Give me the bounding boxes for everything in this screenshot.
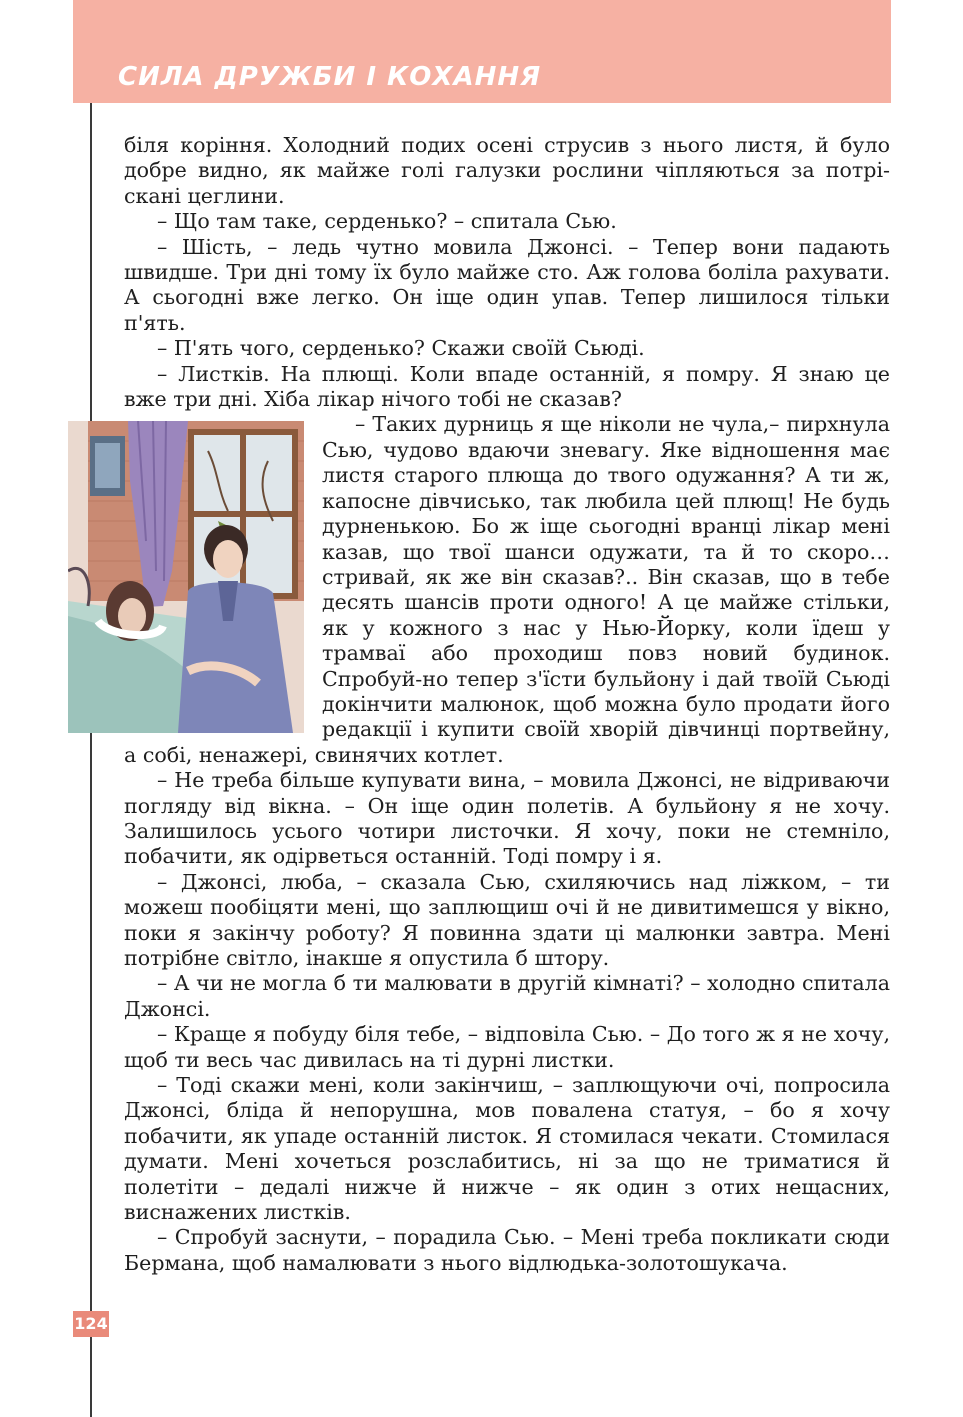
- paragraph: – Що там таке, серденько? – спитала Сью.: [157, 209, 617, 234]
- section-title: СИЛА ДРУЖБИ І КОХАННЯ: [118, 62, 542, 92]
- paragraph: біля коріння. Холодний подих осені струсив з нього листя, й було добре видно, як майже голі галузки рослини чіпляються за потріскані цеглини.: [124, 133, 890, 208]
- paragraph: – Краще я побуду біля тебе, – відповіла Сью. – До того ж я не хочу, щоб ти весь час дивилась на ті дурні листки.: [124, 1022, 890, 1072]
- margin-rule: [90, 103, 92, 1417]
- paragraph: – А чи не могла б ти малювати в другій кімнаті? – холодно спитала Джонсі.: [124, 971, 890, 1021]
- paragraph: – Тоді скажи мені, коли закінчиш, – заплющуючи очі, попросила Джонсі, бліда й непорушна, мов повалена статуя, – бо я хочу побачити, як упаде останній листок. Я стомилася чекати. Стомилася думати. Мені хочеться розслабитись, ні за що не триматися й полетіти – дедалі нижче й нижче – як один з отих нещасних, виснажених листків.: [124, 1073, 890, 1225]
- illustration-sick-girl-and-friend-icon: [68, 421, 304, 733]
- paragraph: – П'ять чого, серденько? Скажи своїй Сьюді.: [157, 336, 645, 361]
- story-illustration: [68, 421, 304, 733]
- page-number: 124: [73, 1311, 109, 1337]
- paragraph: – Джонсі, люба, – сказала Сью, схиляючись над ліжком, – ти можеш пообіцяти мені, що заплющиш очі й не дивитимешся у вікно, поки я закінчу роботу? Я повинна здати ці малюнки завтра. Мені потрібне світло, інакше я опустила б штору.: [124, 869, 890, 970]
- paragraph: – Не треба більше купувати вина, – мовила Джонсі, не відриваючи погляду від вікна. – Он іще один полетів. А бульйону я не хочу. Залишилось усього чотири листочки. Я хочу, поки не стемніло, побачити, як одірветься останній. Тоді помру і я.: [124, 768, 890, 869]
- paragraph: – Листків. На плющі. Коли впаде останній, я помру. Я знаю це вже три дні. Хіба лікар нічого тобі не сказав?: [124, 361, 890, 412]
- paragraph: – Спробуй заснути, – порадила Сью. – Мені треба покликати сюди Бермана, щоб намалювати з нього відлюдька-золотошукача.: [124, 1225, 890, 1275]
- paragraph: – Шість, – ледь чутно мовила Джонсі. – Тепер вони падають швидше. Три дні тому їх було майже сто. Аж голова боліла рахувати. А сьогодні вже легко. Он іще один упав. Тепер лишилося тільки п'ять.: [124, 234, 890, 335]
- paragraph: – Таких дурниць я ще ніколи не чула,– пирхнула Сью, чудово вдаючи зневагу. Яке відношення має листя старого плюща до твого одужання? А ти ж, капосне дівчисько, так любила цей плющ! Не будь дурненькою. Бо ж іще сьогодні вранці лікар мені казав, що твої шанси одужати, та й то скоро… стривай, як же він сказав?.. Він сказав, що в тебе десять шансів проти одного! А це майже стільки, як у кожного з нас у Нью-Йорку, коли їдеш у трамваї або проходиш повз новий будинок. Спробуй-но тепер з'їсти бульйону і дай твоїй Сьюді докінчити малюнок, щоб можна було продати його редакції і купити своїй хворій дівчинці портвейну, а собі, ненажері, свинячих котлет.: [124, 412, 890, 767]
- story-text: [124, 133, 890, 1276]
